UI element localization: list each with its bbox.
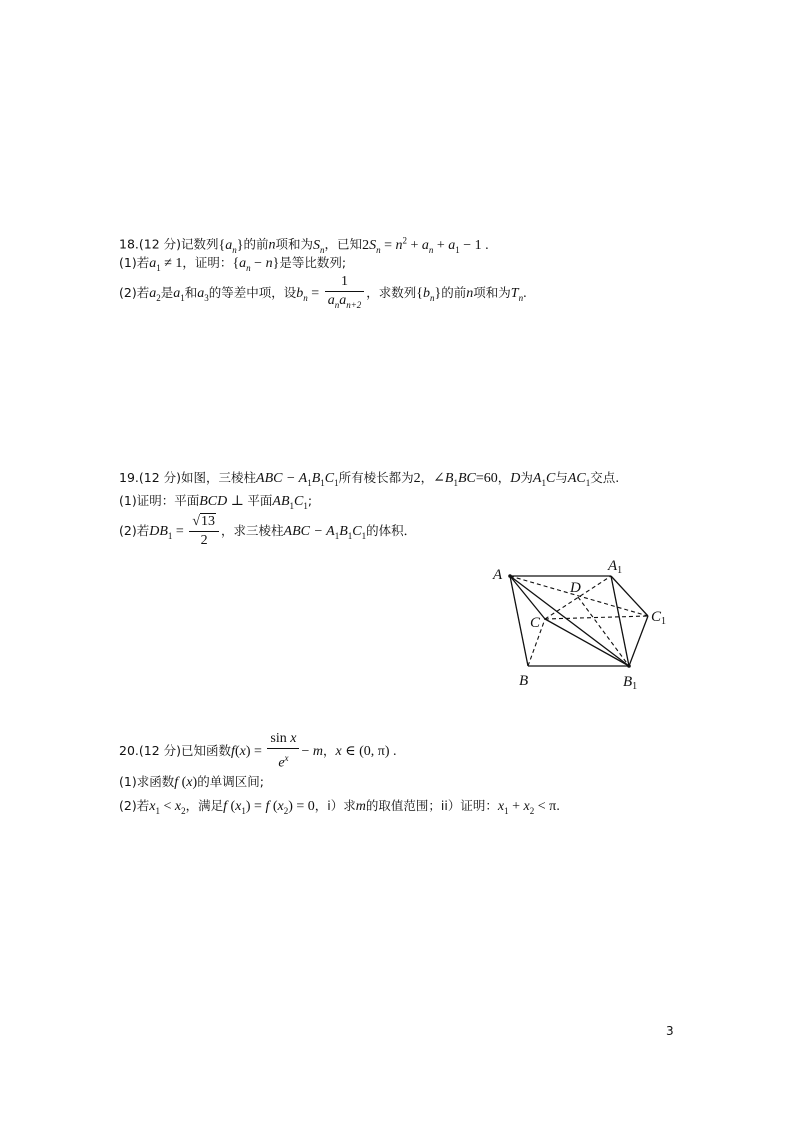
q18-stem [119,232,489,257]
edge-AB [510,576,528,666]
math-Tn: $T_n$ [510,286,524,303]
q20-score: (12 分) [138,743,182,758]
q19-score: (12 分) [138,470,182,485]
math-AC1: $AC_1$ [567,471,591,488]
label-A1: $A_1$ [608,558,623,576]
q20-part1-label: (1) [119,774,137,789]
q20-number: 20. [119,743,139,758]
q19-part1-label: (1) [119,493,137,508]
q19-text: ， [420,470,434,485]
q20-text: 求函数 [136,774,175,789]
q20-text: ， [322,743,336,758]
q18-part2-label: (2) [119,285,137,300]
q19-text: 平面 [247,493,273,508]
math-domain: x ∈ (0, π) . [335,744,397,759]
math-edge-length: 2 [413,471,421,486]
q19-text: ; [307,493,313,508]
math-fx: f [231,744,235,759]
math-n: n [268,237,276,253]
edge-DB1 [578,597,629,666]
punct-period: . [523,286,527,301]
math-angle: $\angle B_1BC$ [433,471,476,488]
math-equation-sn: $2S_n = n^2 + a_n + a_1 - 1$ . [362,235,489,255]
math-DB1: $DB_1$ [149,524,173,541]
q20-text: 已知函数 [181,743,232,758]
math-angle-value: =60 [475,471,498,486]
q18-text: 的前 [441,285,467,300]
prism-figure [486,555,676,695]
math-a1: $a_1$ [173,286,185,303]
math-seq-an: $\{a_n\}$ [218,237,244,255]
math-plane-bcd: BCD [199,494,228,509]
math-x1-plus-x2: $x_1 + x_2 < \pi$ [497,799,557,816]
q19-text: 与 [555,470,568,485]
q19-number: 19. [119,470,139,485]
q18-text: 和 [184,285,198,300]
q20-stem [119,728,396,774]
math-seq-an-minus-n: $\{a_n - n\}$ [232,256,280,273]
edge-A1C1 [611,576,648,616]
math-prism: ABC − $A_1B_1C_1$ [283,524,367,541]
q20-text: . [556,798,561,813]
math-perp: ⊥ [227,494,248,509]
edge-CB1 [545,619,629,666]
q18-part2 [119,270,527,316]
edge-A1B1 [611,576,629,666]
q19-text: 为 [520,470,533,485]
math-minus-m: − m [301,744,323,759]
q18-text: 是 [160,285,174,300]
q19-stem [119,470,619,491]
math-prism: ABC − $A_1B_1C_1$ [256,471,339,488]
math-x1-lt-x2: $x_1 < x_2$ [149,799,186,816]
q19-text: 所有棱长都为 [338,470,414,485]
page-number: 3 [666,1024,674,1038]
q20-text: ，i）求 [314,798,356,813]
q18-text: 项和为 [275,236,314,252]
q20-part1 [119,774,264,791]
math-seq-bn: $\{b_n\}$ [416,286,442,303]
math-fx-arg: (x) = [234,744,266,759]
math-bn-def: $b_n$ = [296,286,323,303]
vertex-A [508,574,512,578]
q19-text: ，求三棱柱 [221,523,284,538]
label-B: B [519,673,529,689]
q18-number: 18. [119,236,139,252]
q18-text: 是等比数列; [279,255,347,270]
label-A: A [493,567,503,583]
q19-part2-label: (2) [119,523,137,538]
q19-text: 若 [136,523,150,538]
edge-CC1 [545,616,648,619]
q18-part1-label: (1) [119,255,137,270]
q19-text: ， [497,470,511,485]
math-a2: $a_2$ [149,286,161,303]
label-C: C [530,615,541,631]
math-A1C: $A_1C$ [532,471,556,488]
math-a1-neq-1: $a_1 \ne 1$ [149,256,183,273]
math-D: D [510,471,521,486]
math-fraction-sqrt13: $\frac{√13}{2}$ [189,514,219,549]
math-n: n [466,286,474,301]
label-D: D [570,580,581,596]
q19-text: 的体积． [366,523,417,538]
q18-text: ，证明： [182,255,233,270]
math-plane-ab1c1: $AB_1C_1$ [272,494,308,511]
math-fraction-sinx-ex: $\frac{\text{sin x}}{e^x}$ [267,731,299,772]
math-fraction-bn: $\frac{1}{a_na_{n+2}}$ [325,274,365,313]
q19-part2 [119,508,416,554]
q19-text: 如图，三棱柱 [181,470,257,485]
q18-text: ，求数列 [366,285,417,300]
q18-text: 若 [136,285,150,300]
q20-text: 若 [136,798,150,813]
math-m: m [355,799,366,814]
q20-text: 的取值范围；ii）证明： [365,798,498,813]
math-fx1-eq-fx2: f $(x_1) = f$ $(x_2) = 0$ [223,799,315,816]
edge-C1B1 [629,616,648,666]
math-fx: f (x) [174,775,198,790]
label-B1: $B_1$ [623,674,638,692]
q18-text: 的前 [243,236,269,252]
edge-AC [510,576,545,619]
q18-text: 记数列 [181,236,219,252]
q18-text: 项和为 [473,285,511,300]
label-C1: $C_1$ [651,609,667,627]
q18-text: ，已知 [324,236,363,252]
q20-part2-label: (2) [119,798,137,813]
q20-text: ，满足 [185,798,224,813]
math-equals: = [172,524,188,539]
math-Sn: $S_n$ [313,237,325,255]
q19-text: 交点. [590,470,620,485]
q20-part2 [119,798,560,819]
q18-text: 若 [136,255,150,270]
vertex-B1 [627,664,631,668]
q18-text: 的等差中项，设 [208,285,297,300]
q20-text: 的单调区间; [197,774,264,789]
q18-score: (12 分) [138,236,182,252]
q19-text: 证明：平面 [136,493,200,508]
math-a3: $a_3$ [197,286,209,303]
